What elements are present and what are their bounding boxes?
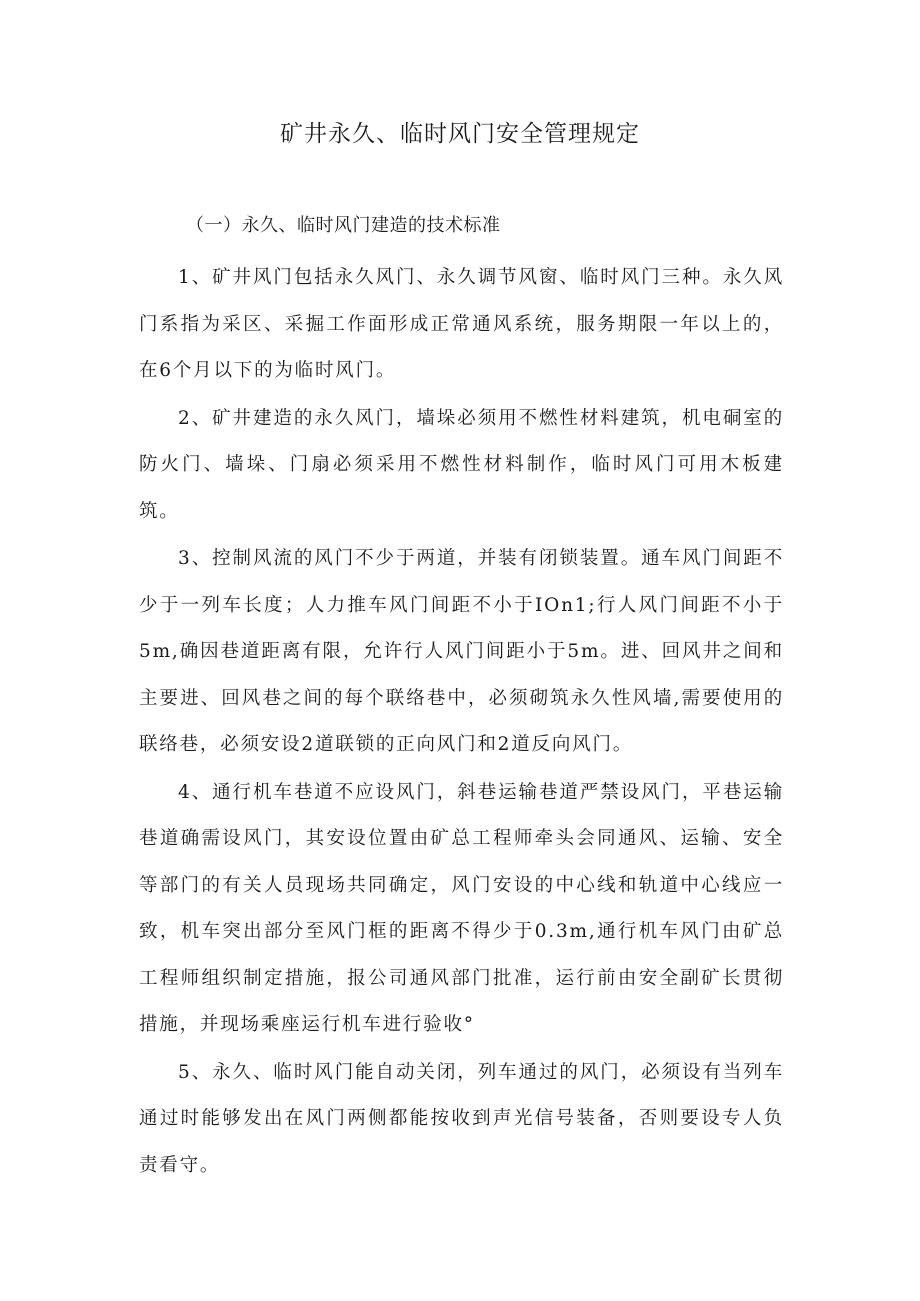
paragraph-5: 5、永久、临时风门能自动关闭，列车通过的风门，必须设有当列车通过时能够发出在风门两侧都能按收到声光信号装备，否则要设专人负责看守。 bbox=[139, 1061, 784, 1176]
document-body bbox=[139, 255, 784, 1190]
paragraph-1: 1、矿井风门包括永久风门、永久调节风窗、临时风门三种。永久风门系指为采区、采掘工作面形成正常通风系统，服务期限一年以上的，在6个月以下的为临时风门。 bbox=[139, 267, 784, 381]
paragraph-3: 3、控制风流的风门不少于两道，并装有闭锁装置。通车风门间距不少于一列车长度；人力推车风门间距不小于IOn1;行人风门间距不小于5m,确因巷道距离有限，允许行人风门间距小于5m。进、回风井之间和主要进、回风巷之间的每个联络巷中，必须砌筑永久性风墙,需要使用的联络巷，必须安设2道联锁的正向风门和2道反向风门。 bbox=[139, 548, 784, 755]
paragraph-4: 4、通行机车巷道不应设风门，斜巷运输巷道严禁设风门，平巷运输巷道确需设风门，其安设位置由矿总工程师牵头会同通风、运输、安全等部门的有关人员现场共同确定，风门安设的中心线和轨道中心线应一致，机车突出部分至风门框的距离不得少于0.3m,通行机车风门由矿总工程师组织制定措施，报公司通风部门批准，运行前由安全副矿长贯彻措施，并现场乘座运行机车进行验收° bbox=[139, 781, 784, 1035]
section-heading: （一）永久、临时风门建造的技术标准 bbox=[186, 215, 501, 236]
paragraph-2: 2、矿井建造的永久风门，墙垛必须用不燃性材料建筑，机电硐室的防火门、墙垛、门扇必须采用不燃性材料制作，临时风门可用木板建筑。 bbox=[139, 407, 784, 522]
document-title: 矿井永久、临时风门安全管理规定 bbox=[280, 121, 640, 147]
